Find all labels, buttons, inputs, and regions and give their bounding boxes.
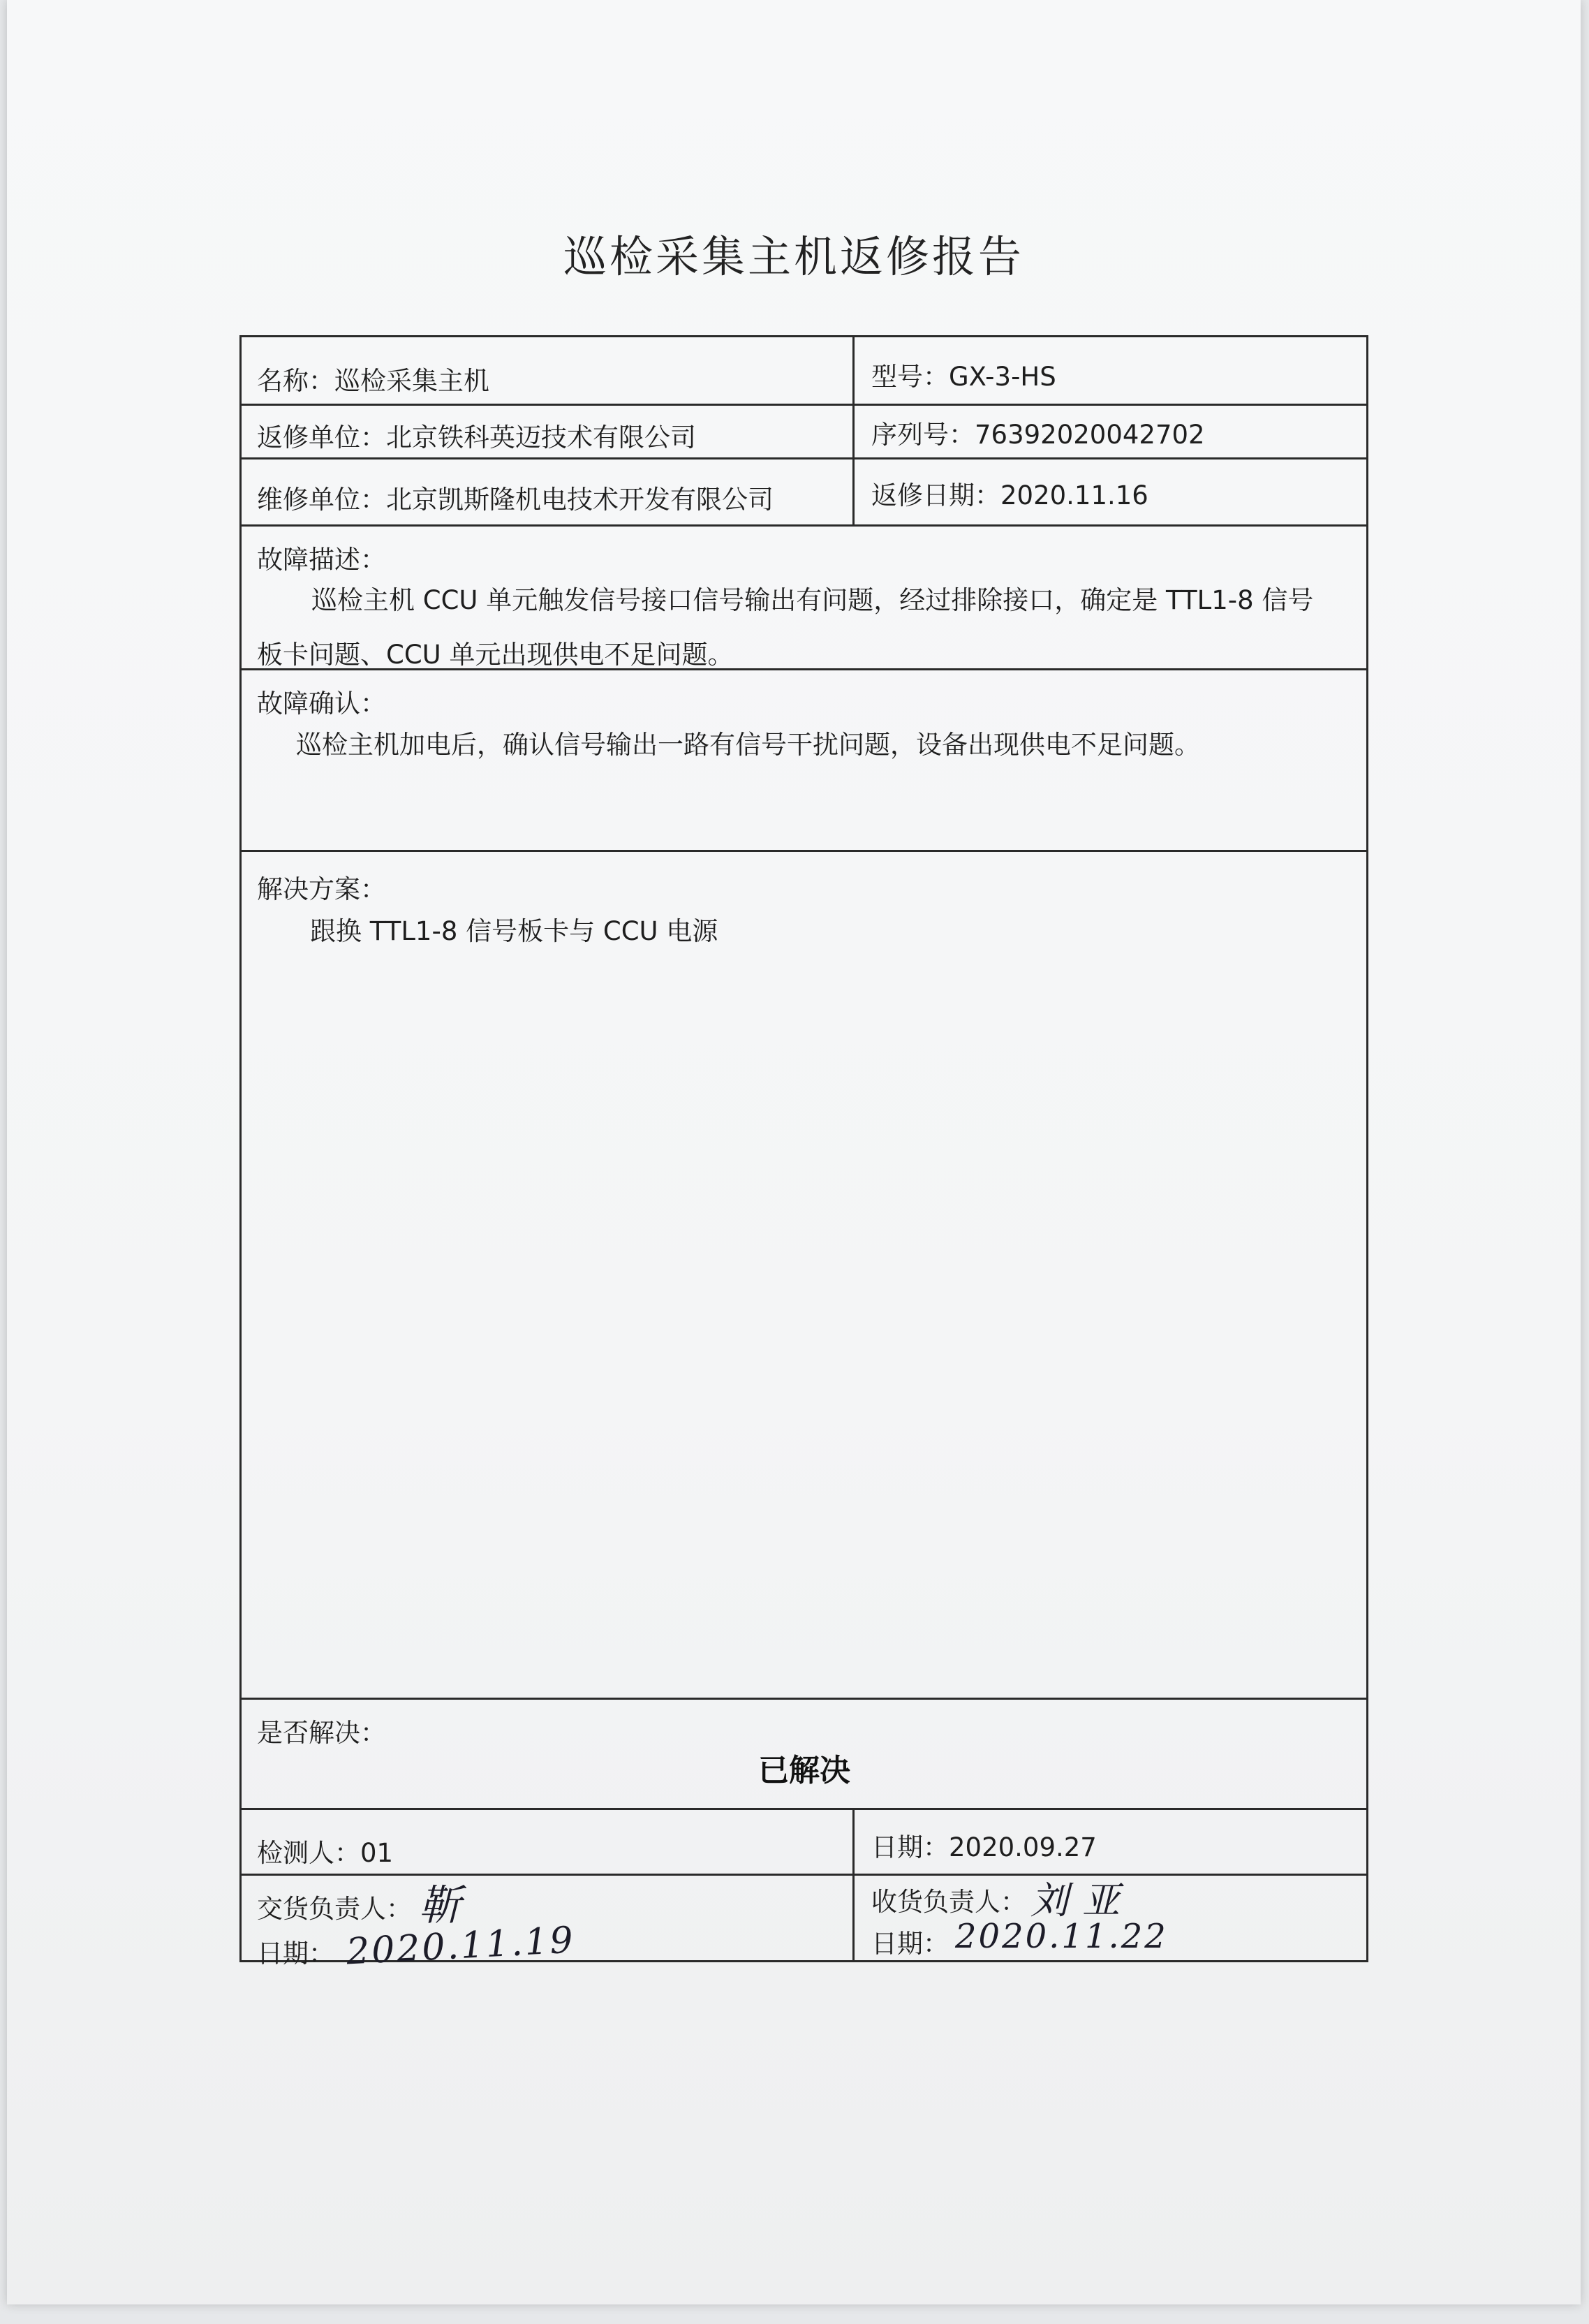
resolution-label: 是否解决： — [257, 1718, 386, 1748]
row-divider — [242, 457, 1366, 459]
deliver-signature: 靳 — [419, 1881, 463, 1930]
deliver-responsible-label: 交货负责人： — [257, 1894, 412, 1924]
solution-text: 跟换 TTL1-8 信号板卡与 CCU 电源 — [310, 916, 718, 946]
row-divider — [242, 1808, 1366, 1810]
return-unit-field — [257, 416, 696, 454]
return-date-field — [871, 474, 1148, 512]
column-divider — [852, 1808, 855, 1960]
name-value: 巡检采集主机 — [334, 366, 489, 396]
inspection-date-value: 2020.09.27 — [949, 1832, 1097, 1862]
return-unit-value: 北京铁科英迈技术有限公司 — [386, 422, 696, 453]
inspector-value: 01 — [360, 1838, 394, 1868]
row-divider — [242, 1698, 1366, 1700]
return-date-value: 2020.11.16 — [1000, 480, 1148, 510]
deliver-date-handwritten: 2020.11.19 — [345, 1919, 577, 1973]
inspector-label: 检测人： — [257, 1838, 360, 1868]
report-form — [239, 335, 1368, 1973]
fault-confirmation-text: 巡检主机加电后，确认信号输出一路有信号干扰问题，设备出现供电不足问题。 — [296, 730, 1200, 760]
fault-description-line: 板卡问题、CCU 单元出现供电不足问题。 — [257, 640, 734, 670]
fault-confirmation-label: 故障确认： — [257, 689, 386, 719]
repair-unit-label: 维修单位： — [257, 485, 386, 515]
inspection-date-label: 日期： — [871, 1832, 949, 1862]
return-date-label: 返修日期： — [871, 480, 1000, 510]
row-divider — [242, 850, 1366, 852]
solution-label: 解决方案： — [257, 874, 386, 904]
row-divider — [242, 524, 1366, 527]
receive-responsible-label: 收货负责人： — [871, 1887, 1026, 1917]
model-value: GX-3-HS — [949, 362, 1056, 392]
return-unit-label: 返修单位： — [257, 422, 386, 453]
receive-date-label: 日期： — [871, 1929, 949, 1959]
serial-value: 76392020042702 — [975, 420, 1205, 450]
resolution-status: 已解决 — [758, 1753, 850, 1788]
column-divider — [852, 337, 855, 524]
receive-date-handwritten: 2020.11.22 — [955, 1917, 1168, 1956]
fault-description-text — [257, 572, 1353, 684]
repair-unit-field — [257, 478, 774, 516]
repair-unit-value: 北京凯斯隆机电技术开发有限公司 — [386, 485, 774, 515]
paper-sheet — [7, 0, 1581, 2304]
serial-label: 序列号： — [871, 420, 975, 450]
inspection-date-field — [871, 1826, 1097, 1864]
model-field — [871, 355, 1056, 393]
name-field — [257, 360, 489, 397]
deliver-date-label: 日期： — [257, 1939, 334, 1969]
fault-description-line: 巡检主机 CCU 单元触发信号接口信号输出有问题，经过排除接口，确定是 TTL1-8 信号 — [311, 585, 1314, 615]
serial-field — [871, 413, 1205, 451]
row-divider — [242, 1874, 1366, 1876]
inspector-field — [257, 1832, 393, 1869]
model-label: 型号： — [871, 362, 949, 392]
receive-signature: 刘亚 — [1030, 1878, 1134, 1922]
document-title: 巡检采集主机返修报告 — [563, 231, 1024, 282]
row-divider — [242, 404, 1366, 406]
name-label: 名称： — [257, 366, 334, 396]
fault-description-label: 故障描述： — [257, 545, 386, 575]
